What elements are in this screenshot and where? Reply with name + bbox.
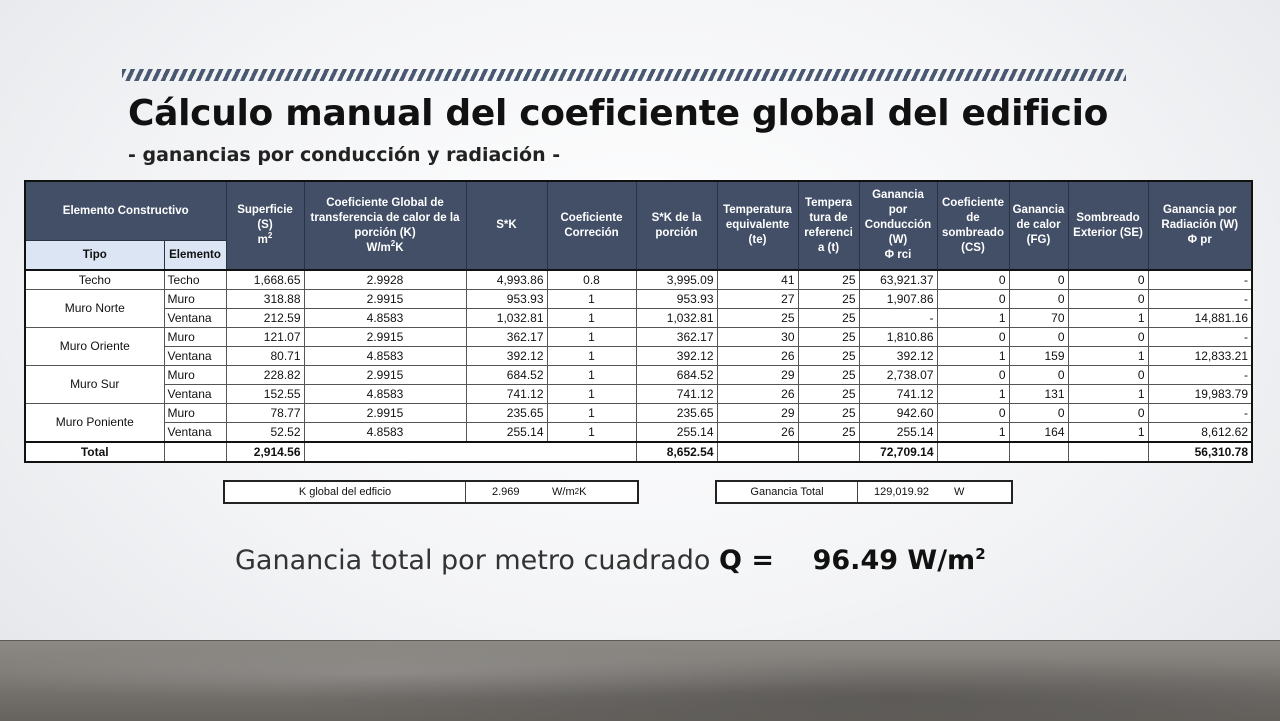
cell-elemento: Muro [164,328,226,347]
k-global-unit-end: K [579,486,587,498]
cell-temp-equivalente: 26 [717,347,798,366]
cell-tipo: Muro Norte [25,290,164,328]
cell-sk: 953.93 [466,290,547,309]
cell-correccion: 1 [547,366,636,385]
table-row [25,270,1252,290]
header-temp-referencia: Tempera tura de referenci a (t) [798,181,859,270]
k-global-value: 2.969 [492,486,520,498]
cell-sombreado-exterior: 0 [1068,404,1148,423]
cell-sk: 684.52 [466,366,547,385]
cell-temp-referencia: 25 [798,423,859,443]
cell-sk: 255.14 [466,423,547,443]
cell-total-empty [798,442,859,462]
cell-sk-porcion: 235.65 [636,404,717,423]
cell-coef-global: 2.9915 [304,404,466,423]
cell-ganancia-conduccion: - [859,309,937,328]
cell-ganancia-conduccion: 392.12 [859,347,937,366]
cell-sk-porcion: 741.12 [636,385,717,404]
cell-ganancia-radiacion: 19,983.79 [1148,385,1252,404]
cell-coef-global: 4.8583 [304,347,466,366]
page-subtitle: - ganancias por conducción y radiación - [128,144,561,166]
page-title: Cálculo manual del coeficiente global del edificio [128,93,1109,134]
cell-ganancia-radiacion: 14,881.16 [1148,309,1252,328]
cell-sk-porcion: 953.93 [636,290,717,309]
floor-background [0,640,1280,721]
header-ganancia-radiacion-symbol: Φ pr [1187,234,1212,246]
cell-elemento: Muro [164,404,226,423]
cell-superficie: 121.07 [226,328,304,347]
cell-superficie: 80.71 [226,347,304,366]
cell-total-label: Total [25,442,164,462]
cell-coef-global: 4.8583 [304,309,466,328]
cell-temp-referencia: 25 [798,404,859,423]
cell-ganancia-calor: 159 [1009,347,1068,366]
header-superficie [226,181,304,270]
result-value-sup: 2 [975,545,986,563]
header-ganancia-radiacion [1148,181,1252,270]
cell-correccion: 0.8 [547,270,636,290]
result-line [235,545,986,576]
cell-coef-global: 2.9915 [304,328,466,347]
cell-temp-referencia: 25 [798,366,859,385]
cell-sk: 1,032.81 [466,309,547,328]
cell-correccion: 1 [547,385,636,404]
cell-temp-equivalente: 29 [717,366,798,385]
cell-ganancia-radiacion: - [1148,366,1252,385]
ganancia-total-value: 129,019.92 [874,486,930,498]
cell-coef-global: 2.9915 [304,366,466,385]
k-global-unit: W/m 2 K [552,486,587,498]
cell-sk: 235.65 [466,404,547,423]
header-tipo: Tipo [25,241,164,271]
table-row [25,347,1252,366]
cell-sk-porcion: 362.17 [636,328,717,347]
cell-total-empty [717,442,798,462]
cell-sombreado-exterior: 0 [1068,290,1148,309]
cell-ganancia-conduccion: 1,810.86 [859,328,937,347]
cell-correccion: 1 [547,404,636,423]
header-sombreado-exterior: Sombreado Exterior (SE) [1068,181,1148,270]
header-elemento-constructivo: Elemento Constructivo [25,181,226,241]
cell-ganancia-radiacion: - [1148,328,1252,347]
ganancia-total-box [715,480,1013,504]
header-coef-sombreado: Coeficiente de sombreado (CS) [937,181,1009,270]
cell-ganancia-radiacion: 8,612.62 [1148,423,1252,443]
cell-temp-equivalente: 41 [717,270,798,290]
cell-elemento: Ventana [164,347,226,366]
cell-coef-sombreado: 1 [937,347,1009,366]
cell-ganancia-conduccion: 255.14 [859,423,937,443]
cell-ganancia-conduccion: 1,907.86 [859,290,937,309]
cell-elemento: Ventana [164,309,226,328]
cell-coef-sombreado: 1 [937,309,1009,328]
cell-ganancia-conduccion: 63,921.37 [859,270,937,290]
result-symbol: Q = [719,545,775,576]
cell-ganancia-radiacion: - [1148,290,1252,309]
cell-tipo: Muro Oriente [25,328,164,366]
cell-ganancia-calor: 0 [1009,270,1068,290]
cell-temp-equivalente: 26 [717,385,798,404]
cell-ganancia-calor: 131 [1009,385,1068,404]
cell-elemento: Muro [164,366,226,385]
cell-superficie: 78.77 [226,404,304,423]
cell-correccion: 1 [547,328,636,347]
k-global-label: K global del edficio [225,482,466,502]
cell-total-sk-porcion: 8,652.54 [636,442,717,462]
cell-sk: 741.12 [466,385,547,404]
cell-coef-global: 2.9928 [304,270,466,290]
cell-sombreado-exterior: 1 [1068,309,1148,328]
header-ganancia-conduccion [859,181,937,270]
cell-elemento: Ventana [164,385,226,404]
k-global-box [223,480,639,504]
cell-superficie: 228.82 [226,366,304,385]
cell-ganancia-calor: 0 [1009,328,1068,347]
cell-coef-sombreado: 0 [937,404,1009,423]
cell-ganancia-radiacion: - [1148,270,1252,290]
header-ganancia-conduccion-symbol: Φ rci [884,249,912,261]
table-row [25,290,1252,309]
table-row [25,309,1252,328]
cell-superficie: 52.52 [226,423,304,443]
cell-total-superficie: 2,914.56 [226,442,304,462]
cell-tipo: Muro Sur [25,366,164,404]
header-coef-global-label: Coeficiente Global de transferencia de calor de la porción (K) [310,196,460,239]
cell-temp-referencia: 25 [798,347,859,366]
cell-sk-porcion: 1,032.81 [636,309,717,328]
cell-temp-referencia: 25 [798,270,859,290]
cell-temp-equivalente: 25 [717,309,798,328]
cell-total-empty [1009,442,1068,462]
header-coef-global [304,181,466,270]
cell-ganancia-radiacion: 12,833.21 [1148,347,1252,366]
cell-superficie: 1,668.65 [226,270,304,290]
header-ganancia-conduccion-label: Ganancia por Conducción (W) [864,189,932,246]
cell-sombreado-exterior: 0 [1068,270,1148,290]
cell-sombreado-exterior: 0 [1068,366,1148,385]
cell-sk-porcion: 255.14 [636,423,717,443]
cell-sk-porcion: 392.12 [636,347,717,366]
cell-total-ganancia-conduccion: 72,709.14 [859,442,937,462]
cell-coef-global: 4.8583 [304,423,466,443]
cell-temp-equivalente: 26 [717,423,798,443]
cell-ganancia-conduccion: 942.60 [859,404,937,423]
cell-superficie: 212.59 [226,309,304,328]
table-row [25,404,1252,423]
decorative-hatch-bar [122,69,1126,81]
cell-coef-sombreado: 1 [937,423,1009,443]
table-row [25,366,1252,385]
cell-temp-referencia: 25 [798,385,859,404]
header-sk: S*K [466,181,547,270]
cell-sombreado-exterior: 1 [1068,385,1148,404]
cell-ganancia-calor: 0 [1009,404,1068,423]
cell-elemento: Muro [164,290,226,309]
table-row [25,385,1252,404]
cell-total-empty [164,442,226,462]
ganancia-total-unit: W [954,486,965,498]
cell-sk: 362.17 [466,328,547,347]
cell-correccion: 1 [547,423,636,443]
cell-correccion: 1 [547,309,636,328]
cell-total-ganancia-radiacion: 56,310.78 [1148,442,1252,462]
table-row [25,423,1252,443]
cell-coef-sombreado: 0 [937,290,1009,309]
cell-temp-equivalente: 27 [717,290,798,309]
k-global-unit-base: W/m [552,486,575,498]
table-row [25,328,1252,347]
header-elemento: Elemento [164,241,226,271]
cell-ganancia-calor: 70 [1009,309,1068,328]
cell-coef-sombreado: 0 [937,328,1009,347]
cell-temp-referencia: 25 [798,290,859,309]
header-coef-global-unit-sup: 2 [390,238,396,248]
cell-sk: 4,993.86 [466,270,547,290]
cell-total-empty [304,442,636,462]
ganancia-total-label: Ganancia Total [717,482,858,502]
cell-elemento: Techo [164,270,226,290]
cell-coef-global: 2.9915 [304,290,466,309]
cell-ganancia-conduccion: 2,738.07 [859,366,937,385]
cell-sk-porcion: 3,995.09 [636,270,717,290]
cell-total-empty [1068,442,1148,462]
header-ganancia-calor: Ganancia de calor (FG) [1009,181,1068,270]
cell-temp-equivalente: 29 [717,404,798,423]
cell-coef-sombreado: 0 [937,366,1009,385]
cell-sk: 392.12 [466,347,547,366]
cell-superficie: 318.88 [226,290,304,309]
table-header-row [25,181,1252,241]
cell-ganancia-calor: 0 [1009,366,1068,385]
result-value [813,545,986,576]
header-superficie-unit: m [257,234,268,246]
cell-ganancia-conduccion: 741.12 [859,385,937,404]
cell-total-empty [937,442,1009,462]
cell-ganancia-calor: 0 [1009,290,1068,309]
cell-correccion: 1 [547,347,636,366]
result-value-number: 96.49 W/m [812,545,976,576]
header-ganancia-radiacion-label: Ganancia por Radiación (W) [1161,204,1239,231]
table-body [25,270,1252,462]
header-coef-global-unit: W/m [366,241,391,254]
header-sk-porcion: S*K de la porción [636,181,717,270]
cell-sombreado-exterior: 1 [1068,347,1148,366]
cell-elemento: Ventana [164,423,226,443]
cell-temp-equivalente: 30 [717,328,798,347]
cell-ganancia-radiacion: - [1148,404,1252,423]
cell-temp-referencia: 25 [798,328,859,347]
cell-superficie: 152.55 [226,385,304,404]
header-superficie-unit-sup: 2 [267,231,273,241]
header-coef-correccion: Coeficiente Correción [547,181,636,270]
header-temp-equivalente: Temperatura equivalente (te) [717,181,798,270]
cell-coef-sombreado: 1 [937,385,1009,404]
result-text: Ganancia total por metro cuadrado [235,545,711,576]
cell-tipo: Muro Poniente [25,404,164,443]
cell-correccion: 1 [547,290,636,309]
header-coef-global-unit-end: K [395,241,404,254]
cell-coef-global: 4.8583 [304,385,466,404]
header-superficie-label: Superficie (S) [237,204,293,231]
cell-tipo: Techo [25,270,164,290]
cell-coef-sombreado: 0 [937,270,1009,290]
cell-temp-referencia: 25 [798,309,859,328]
calculation-table [24,180,1253,463]
cell-sombreado-exterior: 0 [1068,328,1148,347]
cell-sombreado-exterior: 1 [1068,423,1148,443]
cell-sk-porcion: 684.52 [636,366,717,385]
table-total-row [25,442,1252,462]
cell-ganancia-calor: 164 [1009,423,1068,443]
